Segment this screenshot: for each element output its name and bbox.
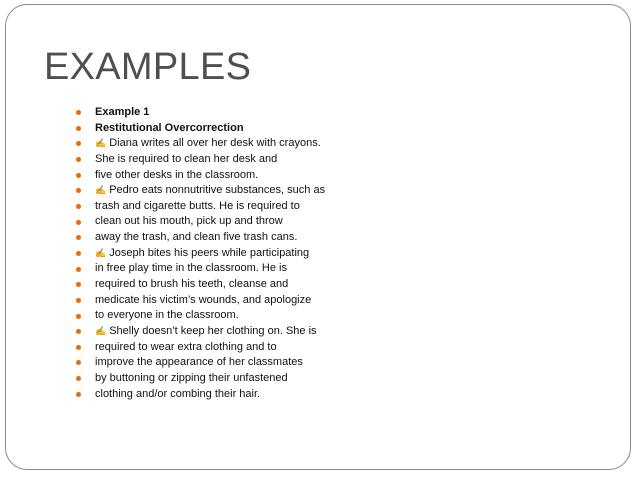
bullet-dot-icon	[76, 392, 81, 397]
bullet-dot-icon	[76, 298, 81, 303]
bullet-text	[95, 387, 260, 403]
bullet-label: Example 1	[95, 106, 150, 118]
bullet-label: by buttoning or zipping their unfastened	[95, 371, 288, 384]
bullet-dot-icon	[76, 345, 81, 350]
bullet-text	[95, 183, 325, 199]
bullet-text	[95, 308, 239, 324]
bullet-dot-icon	[76, 110, 81, 115]
bullet-dot-icon	[76, 314, 81, 319]
bullet-label: away the trash, and clean five trash cans.	[95, 231, 298, 244]
bullet-text	[95, 168, 258, 184]
bullet-label: required to brush his teeth, cleanse and	[95, 278, 289, 291]
bullet-dot-icon	[76, 126, 81, 131]
bullet-label: Restitutional Overcorrection	[95, 121, 244, 134]
bullet-label: Diana writes all over her desk with crayons.	[109, 137, 321, 150]
bullet-text	[95, 340, 277, 356]
bullet-label: Pedro eats nonnutritive substances, such as	[109, 184, 326, 197]
bullet-text	[95, 121, 244, 137]
bullet-dot-icon	[76, 282, 81, 287]
bullet-text	[95, 136, 321, 152]
writing-hand-icon: ✍	[95, 247, 107, 258]
bullet-dot-icon	[76, 360, 81, 365]
bullet-dot-icon	[76, 220, 81, 225]
bullet-dot-icon	[76, 329, 81, 334]
bullet-text	[95, 105, 149, 121]
bullet-dot-icon	[76, 267, 81, 272]
bullet-dot-icon	[76, 204, 81, 209]
bullet-text	[95, 152, 277, 168]
bullet-label: trash and cigarette butts. He is required to	[95, 199, 300, 212]
bullet-text	[95, 355, 303, 371]
bullet-label: five other desks in the classroom.	[95, 168, 259, 181]
bullet-label: clean out his mouth, pick up and throw	[95, 215, 283, 228]
bullet-text	[95, 214, 283, 230]
bullet-label: to everyone in the classroom.	[95, 309, 239, 322]
bullet-text	[95, 261, 287, 277]
bullet-label: in free play time in the classroom. He is	[95, 262, 287, 275]
bullet-dot-icon	[76, 173, 81, 178]
slide	[5, 4, 631, 470]
bullet-label: required to wear extra clothing and to	[95, 340, 277, 353]
bullet-text	[95, 246, 309, 262]
bullet-text	[95, 371, 288, 387]
bullet-label: Joseph bites his peers while participating	[109, 246, 310, 259]
bullet-label: Shelly doesn’t keep her clothing on. She is	[109, 324, 317, 337]
bullet-dot-icon	[76, 251, 81, 256]
bullet-dot-icon	[76, 376, 81, 381]
bullet-dot-icon	[76, 235, 81, 240]
bullet-text	[95, 230, 297, 246]
bullet-dot-icon	[76, 188, 81, 193]
bullet-label: clothing and/or combing their hair.	[95, 387, 261, 400]
slide-title: EXAMPLES	[44, 46, 252, 88]
writing-hand-icon: ✍	[95, 325, 107, 336]
bullet-label: She is required to clean her desk and	[95, 152, 278, 165]
writing-hand-icon: ✍	[95, 185, 107, 196]
bullet-text	[95, 293, 311, 309]
bullet-text	[95, 199, 300, 215]
writing-hand-icon: ✍	[95, 138, 107, 149]
bullet-dot-icon	[76, 157, 81, 162]
bullet-dot-icon	[76, 141, 81, 146]
bullet-label: medicate his victim’s wounds, and apologize	[95, 293, 312, 306]
bullet-text	[95, 277, 288, 293]
bullet-text	[95, 324, 317, 340]
bullet-label: improve the appearance of her classmates	[95, 356, 303, 369]
